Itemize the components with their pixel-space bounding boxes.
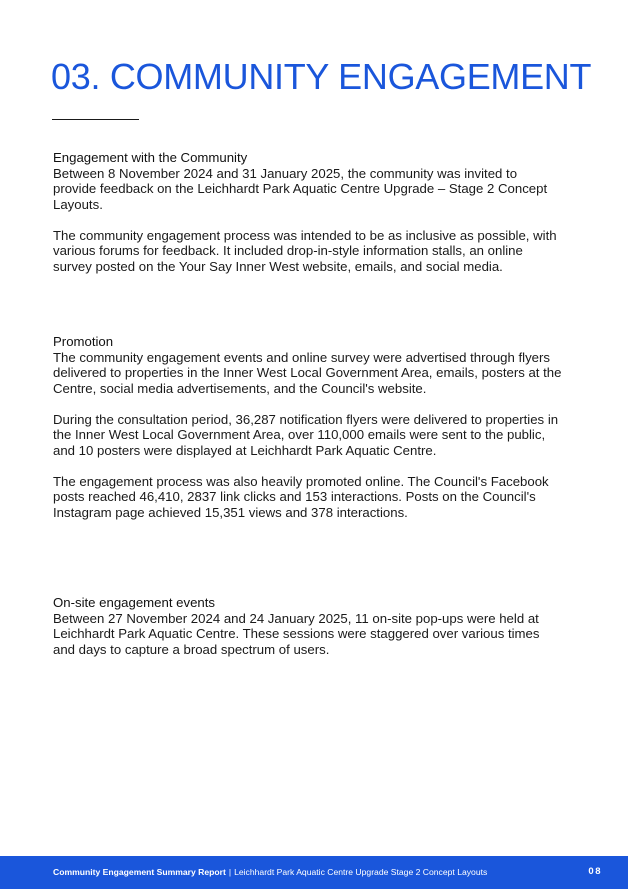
- page-number: 08: [588, 866, 602, 877]
- section-paragraph: The community engagement process was intended to be as inclusive as possible, with various forums for feedback. It included drop-in-style information stalls, an online survey posted on the Your Say Inner West website, emails, and social media.: [53, 227, 557, 274]
- title-divider: [52, 119, 139, 120]
- page-footer: [0, 856, 628, 889]
- section-promotion: [53, 334, 563, 520]
- section-heading: Engagement with the Community: [53, 150, 248, 165]
- section-heading: On-site engagement events: [53, 595, 216, 610]
- section-paragraph: The engagement process was also heavily promoted online. The Council's Facebook posts reached 46,410, 2837 link clicks and 153 interactions. Posts on the Council's Instagram page achieved 15,351 views and 378 interactions.: [53, 473, 549, 520]
- section-paragraph: During the consultation period, 36,287 notification flyers were delivered to properties in the Inner West Local Government Area, over 110,000 emails were sent to the public, and 10 posters were displayed at Leichhardt Park Aquatic Centre.: [53, 411, 559, 458]
- section-engagement-with-community: [53, 150, 563, 274]
- section-paragraph: Between 8 November 2024 and 31 January 2025, the community was invited to provide feedback on the Leichhardt Park Aquatic Centre Upgrade – Stage 2 Concept Layouts.: [53, 165, 548, 212]
- section-paragraph: The community engagement events and online survey were advertised through flyers delivered to properties in the Inner West Local Government Area, emails, posters at the Centre, social media advertisements, and the Council's website.: [53, 349, 562, 396]
- section-on-site-engagement-events: [53, 595, 563, 657]
- section-heading: Promotion: [53, 334, 114, 349]
- footer-caption: [53, 866, 487, 878]
- section-paragraph: Between 27 November 2024 and 24 January 2025, 11 on-site pop-ups were held at Leichhardt Park Aquatic Centre. These sessions were staggered over various times and days to capture a broad spectrum of users.: [53, 610, 540, 657]
- footer-separator: |: [228, 867, 232, 877]
- page-title: 03. COMMUNITY ENGAGEMENT: [51, 56, 592, 97]
- footer-report-title: Community Engagement Summary Report: [53, 867, 226, 877]
- footer-subtitle: Leichhardt Park Aquatic Centre Upgrade Stage 2 Concept Layouts: [234, 867, 488, 877]
